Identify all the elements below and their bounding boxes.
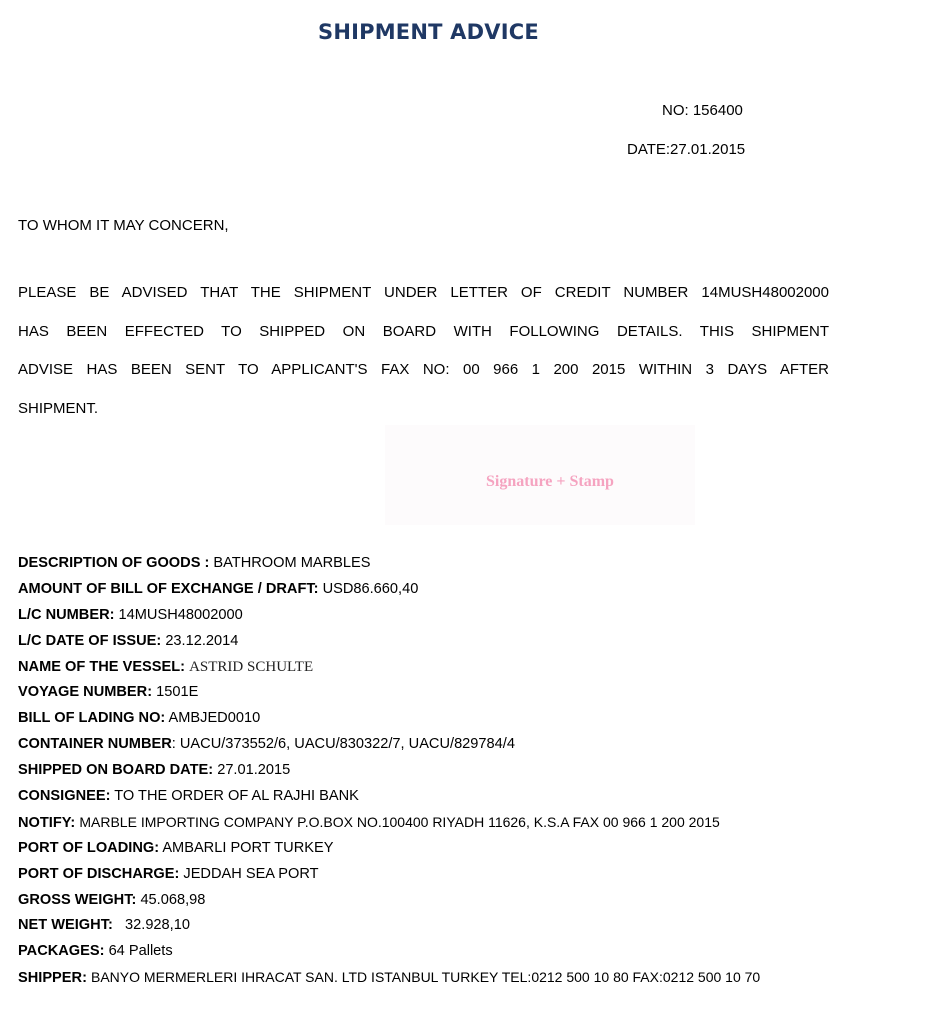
detail-row-amount: [18, 579, 898, 605]
letter-body-line: HAS BEEN EFFECTED TO SHIPPED ON BOARD WITH FOLLOWING DETAILS. THIS SHIPMENT: [18, 322, 829, 340]
detail-row-voyage: [18, 682, 898, 708]
detail-label: L/C NUMBER:: [18, 606, 115, 623]
detail-label: SHIPPER:: [18, 970, 87, 987]
detail-label: SHIPPED ON BOARD DATE:: [18, 762, 214, 779]
letter-body-line: PLEASE BE ADVISED THAT THE SHIPMENT UNDER LETTER OF CREDIT NUMBER 14MUSH48002000: [18, 284, 829, 301]
detail-value: JEDDAH SEA PORT: [183, 865, 319, 882]
detail-value: BATHROOM MARBLES: [213, 555, 371, 571]
detail-label: GROSS WEIGHT:: [18, 891, 137, 908]
detail-value: BANYO MERMERLERI IHRACAT SAN. LTD ISTANBUL TURKEY TEL:0212 500 10 80 FAX:0212 500 10 70: [91, 969, 761, 986]
letter-body-line: SHIPMENT.: [18, 399, 99, 417]
detail-label: CONSIGNEE:: [18, 788, 111, 805]
detail-row-bill-of-lading: [18, 708, 898, 734]
detail-row-notify: [18, 812, 898, 838]
detail-value: 14MUSH48002000: [118, 606, 243, 623]
detail-label: CONTAINER NUMBER: [18, 736, 172, 753]
detail-label: PORT OF LOADING:: [18, 839, 160, 856]
detail-row-port-discharge: [18, 864, 898, 890]
signature-stamp-placeholder: Signature + Stamp: [486, 473, 614, 490]
letter-body-line: ADVISE HAS BEEN SENT TO APPLICANT'S FAX NO: 00 966 1 200 2015 WITHIN 3 DAYS AFTER: [18, 361, 829, 378]
document-title: SHIPMENT ADVICE: [318, 20, 539, 44]
detail-value: 45.068,98: [140, 891, 206, 908]
detail-value: AMBJED0010: [168, 710, 261, 727]
detail-label: PORT OF DISCHARGE:: [18, 865, 180, 882]
detail-row-consignee: [18, 786, 898, 812]
detail-label: BILL OF LADING NO:: [18, 710, 166, 727]
detail-label: VOYAGE NUMBER:: [18, 684, 153, 701]
detail-row-packages: [18, 941, 898, 967]
detail-label: NOTIFY:: [18, 814, 76, 831]
detail-value: : UACU/373552/6, UACU/830322/7, UACU/829784/4: [171, 736, 515, 753]
letter-body: [18, 274, 829, 428]
salutation: TO WHOM IT MAY CONCERN,: [18, 217, 229, 234]
detail-label: NET WEIGHT:: [18, 917, 113, 934]
shipment-details: [18, 553, 898, 989]
detail-row-vessel: [18, 657, 898, 683]
detail-row-port-loading: [18, 838, 898, 864]
detail-value: 23.12.2014: [165, 632, 239, 649]
detail-row-lc-date: [18, 631, 898, 657]
detail-value: MARBLE IMPORTING COMPANY P.O.BOX NO.100400 RIYADH 11626, K.S.A FAX 00 966 1 200 2015: [79, 813, 720, 830]
advice-number: NO: 156400: [662, 102, 743, 119]
detail-label: DESCRIPTION OF GOODS :: [18, 555, 210, 571]
detail-value: ASTRID SCHULTE: [189, 658, 314, 675]
detail-label: NAME OF THE VESSEL:: [18, 658, 186, 675]
detail-value: AMBARLI PORT TURKEY: [162, 839, 334, 856]
detail-value: 27.01.2015: [217, 762, 291, 779]
advice-date: DATE:27.01.2015: [627, 141, 746, 158]
detail-value: USD86.660,40: [322, 580, 419, 597]
detail-value: 1501E: [156, 684, 199, 701]
detail-row-container: [18, 734, 898, 760]
detail-label: L/C DATE OF ISSUE:: [18, 632, 162, 649]
detail-row-gross-weight: [18, 890, 898, 916]
detail-row-description: [18, 553, 898, 579]
detail-value: TO THE ORDER OF AL RAJHI BANK: [114, 788, 359, 805]
detail-value: 64 Pallets: [108, 943, 173, 960]
detail-row-net-weight: [18, 915, 898, 941]
detail-label: PACKAGES:: [18, 943, 105, 960]
detail-row-shipper: [18, 967, 818, 989]
detail-label: AMOUNT OF BILL OF EXCHANGE / DRAFT:: [18, 580, 319, 597]
detail-row-shipped-date: [18, 760, 898, 786]
detail-row-lc-number: [18, 605, 898, 631]
detail-value: 32.928,10: [125, 917, 190, 934]
